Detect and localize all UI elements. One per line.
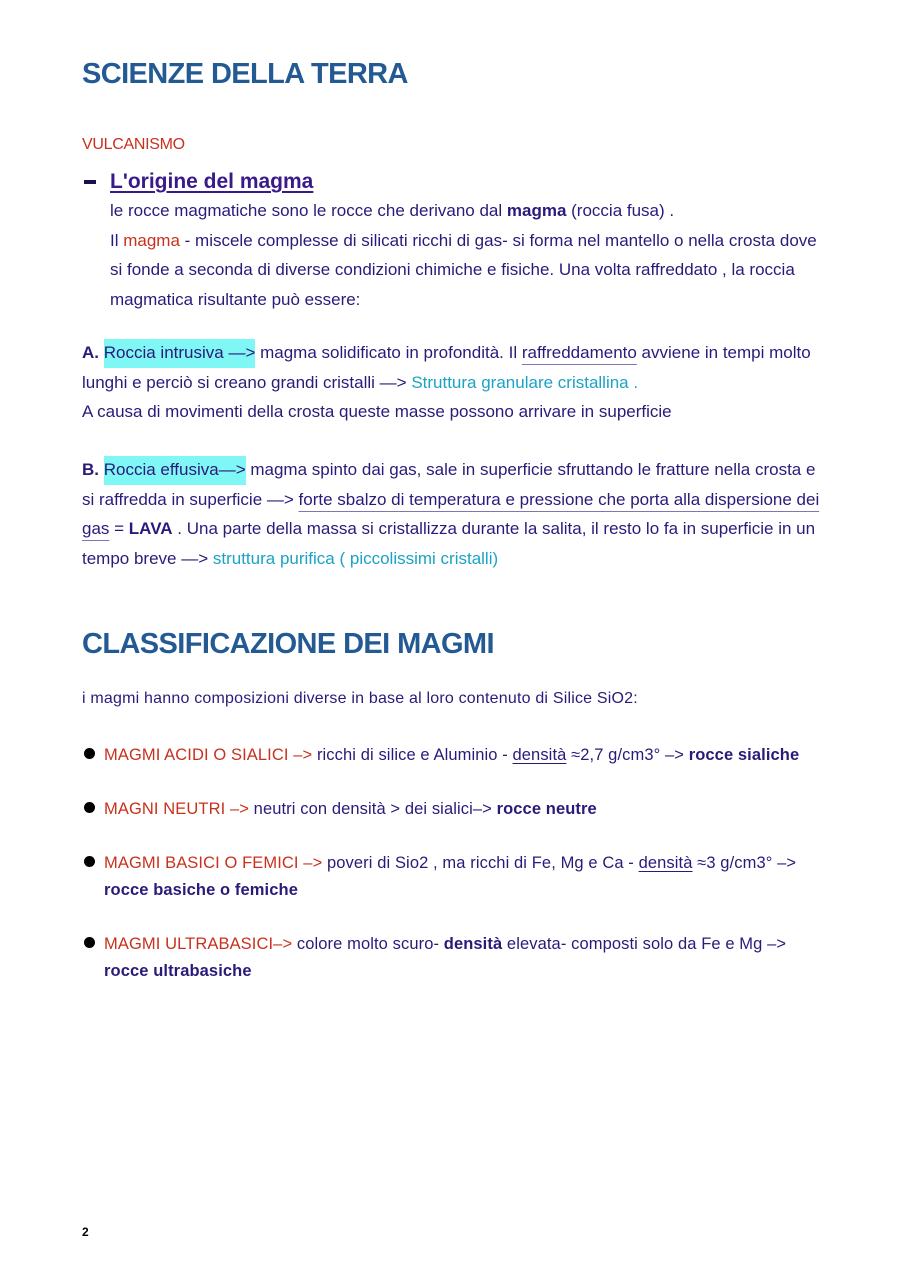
bullet-dot-icon xyxy=(84,937,95,948)
intro-line-1: le rocce magmatiche sono le rocce che derivano dal magma (roccia fusa) . xyxy=(110,201,675,220)
block-a-last-line: A causa di movimenti della crosta queste masse possono arrivare in superficie xyxy=(82,402,672,421)
block-a-underlined: raffreddamento xyxy=(521,343,637,362)
block-a: A. Roccia intrusiva —> magma solidificato in profondità. Il raffreddamento avviene in tempi molto lunghi e perciò si creano grandi cristalli —> Struttura granulare cristallina . A causa di movimenti della crosta queste masse possono arrivare in superficie xyxy=(82,338,822,427)
block-b-highlight: Roccia effusiva—> xyxy=(104,456,246,485)
block-a-structure: Struttura granulare cristallina . xyxy=(411,372,639,392)
block-b-letter: B. xyxy=(82,460,99,479)
page-number: 2 xyxy=(82,1225,89,1239)
intro-line-2: Il magma - miscele complesse di silicati ricchi di gas- si forma nel mantello o nella crosta dove si fonde a seconda di diverse condizioni chimiche e fisiche. Una volta raffreddato , la roccia magmatica risultante può essere: xyxy=(110,230,817,309)
list-item: MAGNI NEUTRI –> neutri con densità > dei sialici–> rocce neutre xyxy=(82,796,822,823)
subheading: L'origine del magma xyxy=(110,170,314,193)
bullet-dash-icon xyxy=(84,180,96,184)
block-b-structure: struttura purifica ( piccolissimi cristalli) xyxy=(212,548,499,568)
block-b: B. Roccia effusiva—> magma spinto dai gas, sale in superficie sfruttando le fratture nella crosta e si raffredda in superficie —> forte sbalzo di temperatura e pressione che porta alla dispersione dei gas = LAVA . Una parte della massa si cristallizza durante la salita, il resto lo fa in superficie in un tempo breve —> struttura purifica ( piccolissimi cristalli) xyxy=(82,455,822,573)
section-title-classification: CLASSIFICAZIONE DEI MAGMI xyxy=(82,628,494,660)
magma-bold: magma xyxy=(506,201,567,220)
bullet-dot-icon xyxy=(84,748,95,759)
bullet-dot-icon xyxy=(84,856,95,867)
intro-paragraph xyxy=(110,196,830,314)
bullet-dot-icon xyxy=(84,802,95,813)
list-item: MAGMI ULTRABASICI–> colore molto scuro- densità elevata- composti solo da Fe e Mg –> rocce ultrabasiche xyxy=(82,931,822,985)
list-item: MAGMI ACIDI O SIALICI –> ricchi di silice e Aluminio - densità ≈2,7 g/cm3° –> rocce sialiche xyxy=(82,742,822,769)
magma-red: magma xyxy=(123,230,180,250)
block-a-letter: A. xyxy=(82,343,99,362)
page-title: SCIENZE DELLA TERRA xyxy=(82,58,408,90)
magma-types-list xyxy=(82,742,822,985)
lava-bold: LAVA xyxy=(128,519,173,538)
section-label: VULCANISMO xyxy=(82,136,185,153)
block-a-highlight: Roccia intrusiva —> xyxy=(104,339,256,368)
list-item: MAGMI BASICI O FEMICI –> poveri di Sio2 , ma ricchi di Fe, Mg e Ca - densità ≈3 g/cm3° –> rocce basiche o femiche xyxy=(82,850,822,904)
classification-intro: i magmi hanno composizioni diverse in base al loro contenuto di Silice SiO2: xyxy=(82,690,638,707)
block-b-underlined: forte sbalzo di temperatura e pressione che porta alla dispersione dei gas xyxy=(82,489,820,538)
